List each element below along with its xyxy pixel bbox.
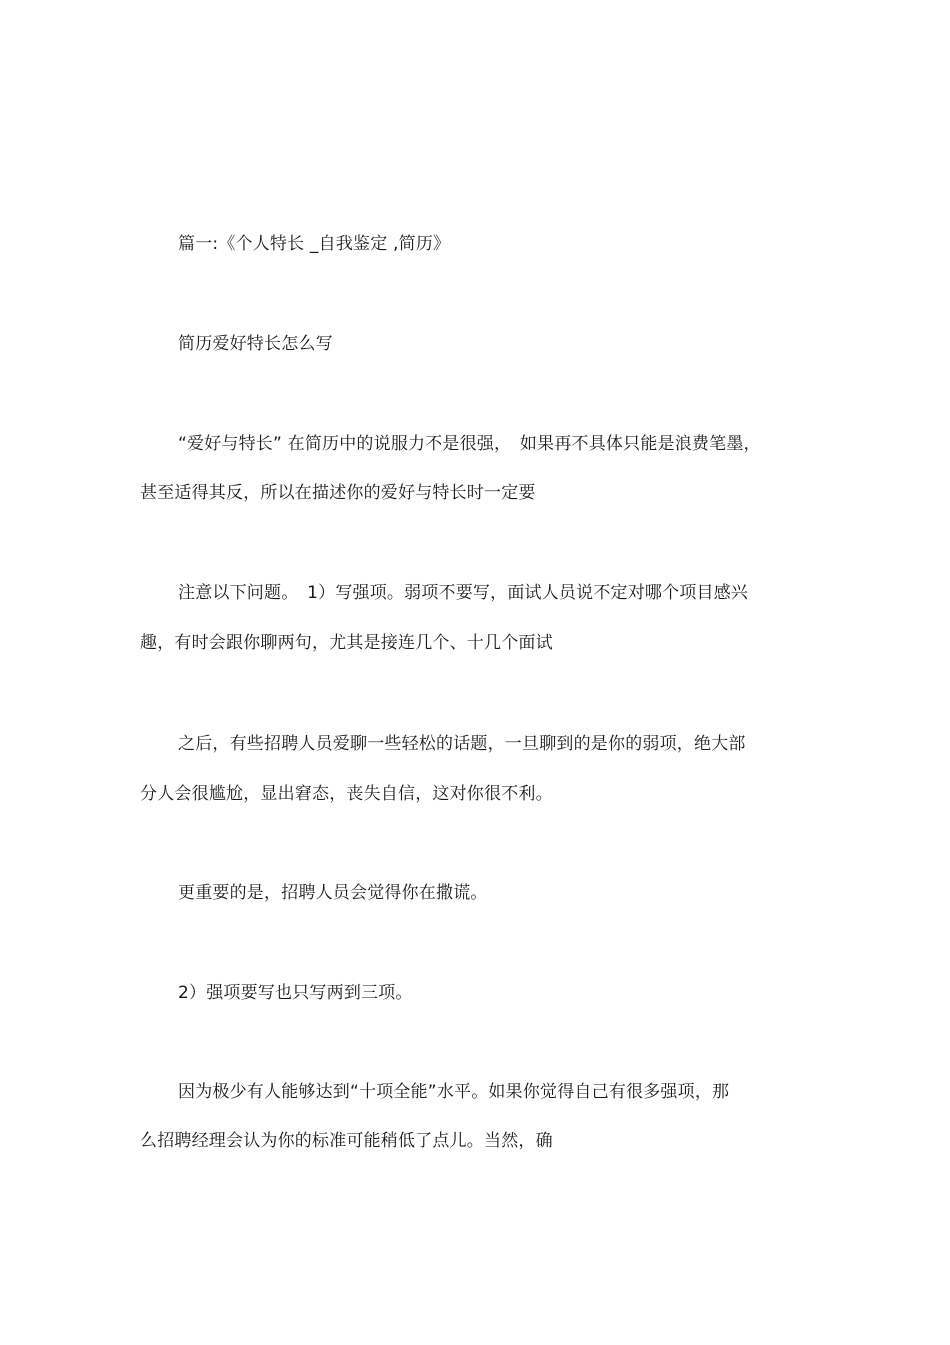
document-subtitle: 简历爱好特长怎么写 (178, 334, 333, 354)
paragraph-5-line-1: 2）强项要写也只写两到三项。 (178, 983, 413, 1003)
paragraph-1-line-1: “爱好与特长” 在简历中的说服力不是很强， 如果再不具体只能是浪费笔墨， (178, 434, 761, 454)
paragraph-3-line-1: 之后，有些招聘人员爱聊一些轻松的话题，一旦聊到的是你的弱项，绝大部 (178, 734, 746, 754)
paragraph-2-line-2: 趣，有时会跟你聊两句，尤其是接连几个、十几个面试 (140, 633, 553, 653)
paragraph-4-line-1: 更重要的是，招聘人员会觉得你在撒谎。 (178, 883, 488, 903)
document-title: 篇一:《个人特长 _自我鉴定 ,简历》 (178, 234, 451, 254)
paragraph-2-line-1: 注意以下问题。 1）写强项。弱项不要写，面试人员说不定对哪个项目感兴 (178, 583, 749, 603)
paragraph-3-line-2: 分人会很尴尬，显出窘态，丧失自信，这对你很不利。 (140, 784, 553, 804)
paragraph-1-line-2: 甚至适得其反，所以在描述你的爱好与特长时一定要 (140, 483, 536, 503)
paragraph-6-line-1: 因为极少有人能够达到“十项全能”水平。如果你觉得自己有很多强项，那 (178, 1082, 730, 1102)
paragraph-6-line-2: 么招聘经理会认为你的标准可能稍低了点儿。当然，确 (140, 1131, 553, 1151)
